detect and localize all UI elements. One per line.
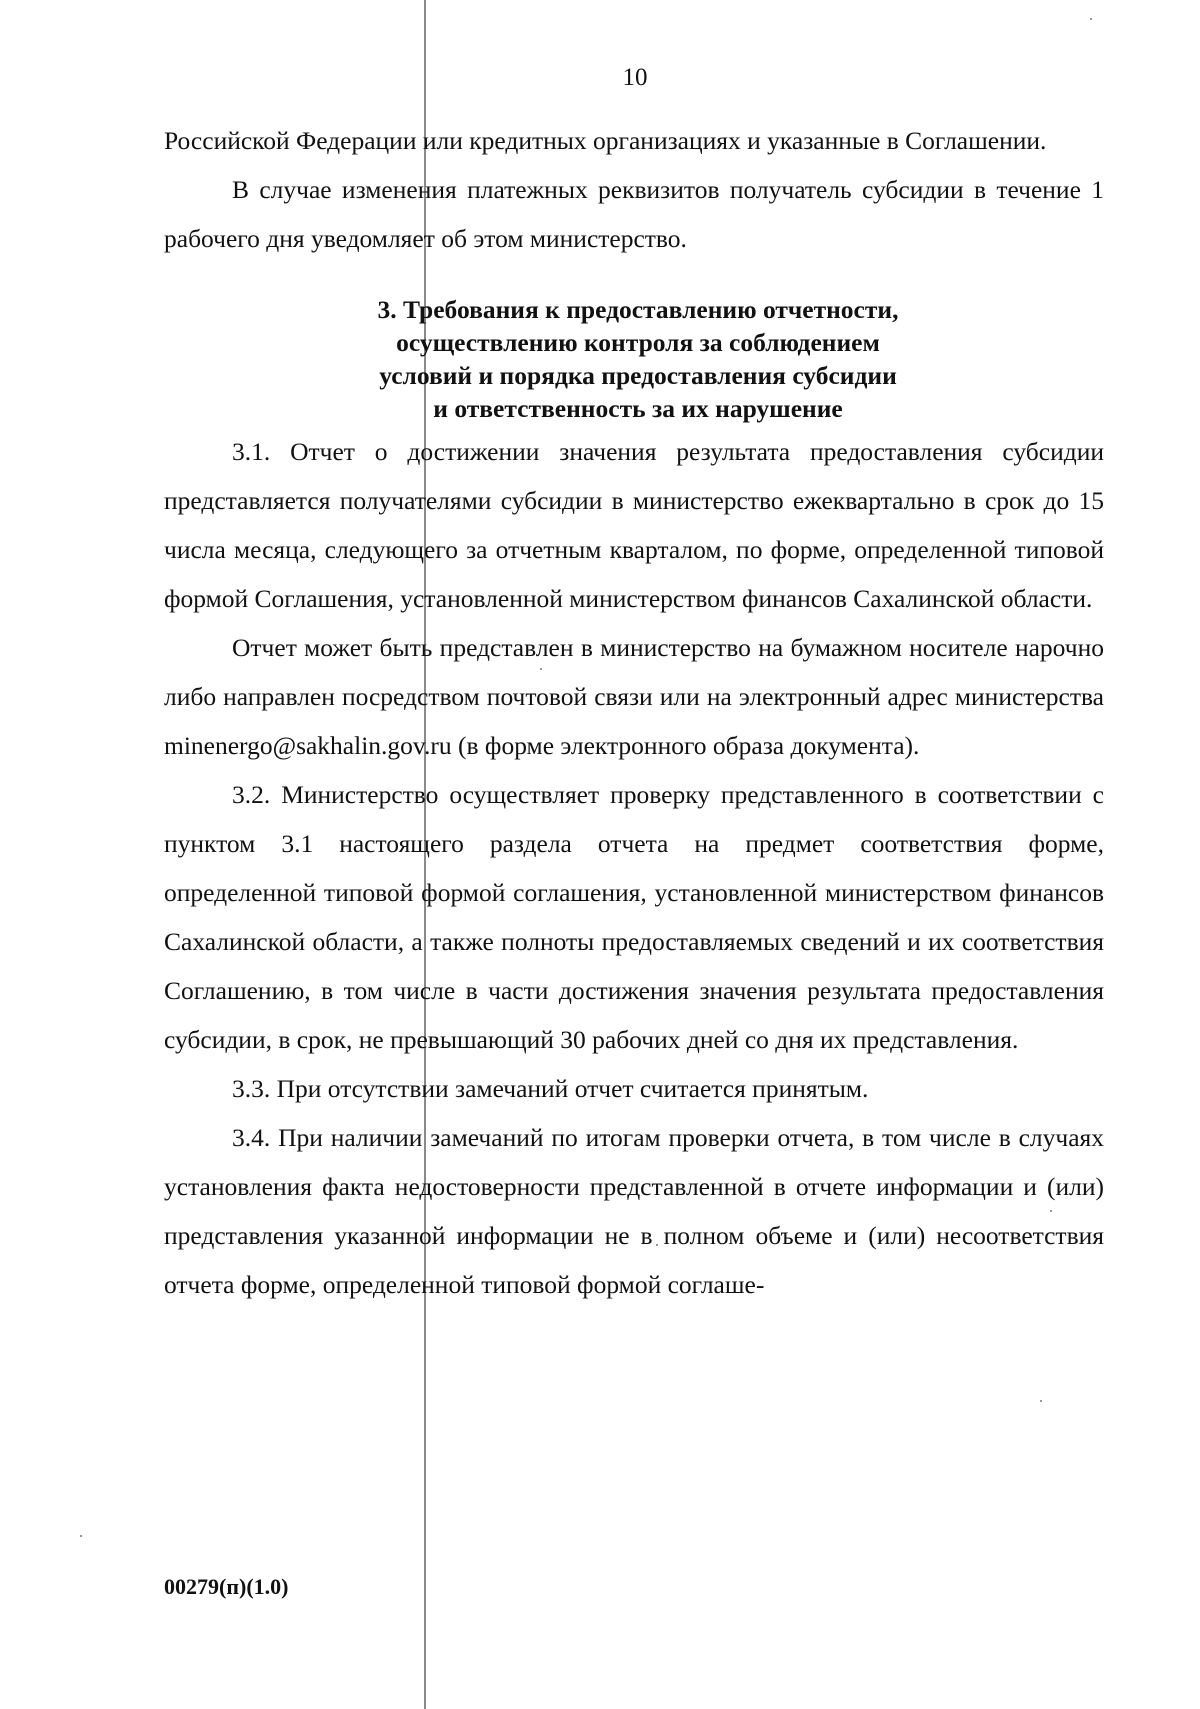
paragraph-3-3: 3.3. При отсутствии замечаний отчет считается принятым. [232,1074,869,1103]
scan-speck [1090,18,1092,20]
page-number: 10 [622,64,648,91]
paragraph-report-submission: Отчет может быть представлен в министерство на бумажном носителе нарочно либо направлен посредством почтовой связи или на электронный адрес министерства minenergo@sakhalin.gov.ru (в форме электронного образа документа). [164,633,1104,760]
section-heading [164,293,1104,425]
section-heading-line: и ответственность за их нарушение [433,394,843,423]
paragraph-3-2: 3.2. Министерство осуществляет проверку представленного в соответствии с пунктом 3.1 настоящего раздела отчета на предмет соответствия форме, определенной типовой формой соглашения, установленной министерством финансов Сахалинской области, а также полноты предоставляемых сведений и их соответствия Соглашению, в том числе в части достижения значения результата предоставления субсидии, в срок, не превышающий 30 рабочих дней со дня их представления. [164,780,1104,1054]
paragraph: Российской Федерации или кредитных организациях и указанные в Соглашении. [164,126,1047,155]
section-heading-line: осуществлению контроля за соблюдением [396,328,880,357]
scan-speck [1040,1400,1042,1402]
scan-speck [80,1535,82,1537]
section-heading-line: условий и порядка предоставления субсидии [379,361,897,390]
document-code: 00279(п)(1.0) [164,1574,289,1599]
paragraph: В случае изменения платежных реквизитов получатель субсидии в течение 1 рабочего дня уведомляет об этом министерство. [164,175,1104,253]
document-body [164,116,1104,1309]
paragraph-3-4: 3.4. При наличии замечаний по итогам проверки отчета, в том числе в случаях установления факта недостоверности представленной в отчете информации и (или) представления указанной информации не в полном объеме и (или) несоответствия отчета форме, определенной типовой формой соглаше- [164,1123,1104,1299]
paragraph-3-1: 3.1. Отчет о достижении значения результата предоставления субсидии представляется получателями субсидии в министерство ежеквартально в срок до 15 числа месяца, следующего за отчетным кварталом, по форме, определенной типовой формой Соглашения, установленной министерством финансов Сахалинской области. [164,437,1104,613]
section-heading-line: 3. Требования к предоставлению отчетности, [377,295,899,324]
